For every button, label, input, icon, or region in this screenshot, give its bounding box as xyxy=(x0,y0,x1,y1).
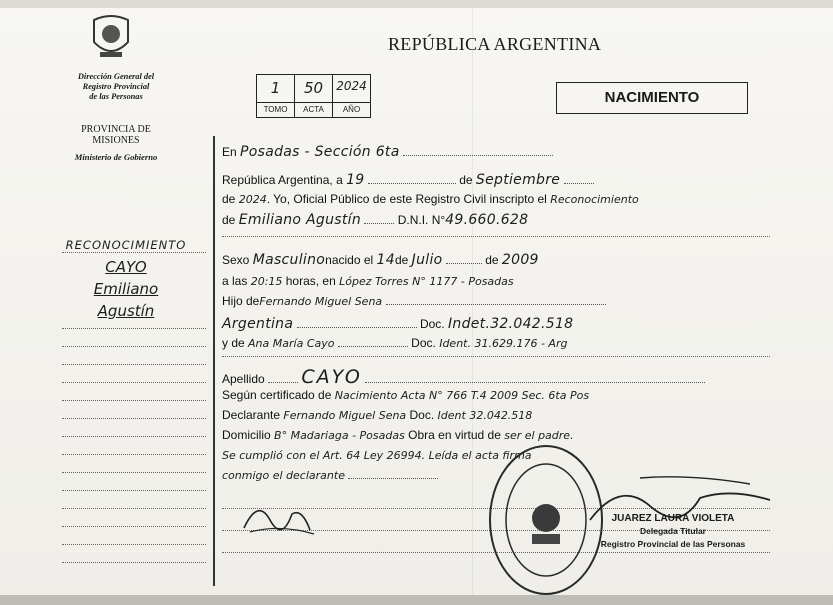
margin-rule xyxy=(62,252,206,253)
doc-label-1: Doc. xyxy=(419,317,445,331)
en-label: En xyxy=(222,145,237,159)
father-nationality: Argentina xyxy=(222,316,294,332)
birth-year: 2009 xyxy=(501,252,539,268)
obra-label: Obra en virtud de xyxy=(408,428,501,442)
official-office: Registro Provincial de las Personas xyxy=(600,539,746,549)
margin-line-2: Emiliano xyxy=(93,280,159,298)
row-name xyxy=(222,212,528,228)
margin-divider xyxy=(213,136,215,586)
row-sex xyxy=(222,252,539,268)
fill-rule xyxy=(365,381,705,383)
de4-label: de xyxy=(394,253,409,267)
margin-rule xyxy=(62,454,206,455)
ministry-name: Ministerio de Gobierno xyxy=(74,152,158,162)
record-number-box xyxy=(256,74,371,118)
anio-cell xyxy=(333,75,370,117)
fill-rule xyxy=(268,381,298,383)
person-name: Emiliano Agustín xyxy=(238,212,362,228)
nacido-label: nacido el xyxy=(325,253,374,267)
margin-rule xyxy=(62,490,206,491)
place-of-record: Posadas - Sección 6ta xyxy=(240,144,400,160)
row-father-doc xyxy=(222,316,573,332)
fill-rule xyxy=(446,262,482,264)
anio-value: 2024 xyxy=(336,79,367,93)
anio-label: AÑO xyxy=(333,102,370,117)
birth-day: 14 xyxy=(376,252,395,268)
margin-rule xyxy=(62,544,206,545)
margin-rule xyxy=(62,382,206,383)
de5-label: de xyxy=(485,253,499,267)
mother-name: Ana María Cayo xyxy=(248,337,335,350)
blank-rule xyxy=(222,356,770,357)
row-mother xyxy=(222,336,567,350)
domicilio-label: Domicilio xyxy=(222,428,271,442)
tomo-label: TOMO xyxy=(257,102,294,117)
official-signature-block xyxy=(588,512,758,551)
father-doc: Indet.32.042.518 xyxy=(447,316,574,332)
margin-rule xyxy=(62,418,206,419)
hour-value: 20:15 xyxy=(250,275,283,288)
hijo-label: Hijo de xyxy=(222,294,260,308)
dni-value: 49.660.628 xyxy=(445,212,529,228)
org-line-1: Dirección General del xyxy=(77,72,155,81)
obra-value: ser el padre. xyxy=(504,429,574,442)
blank-rule xyxy=(222,236,770,237)
dni-label: D.N.I. N° xyxy=(397,213,446,227)
yde-label: y de xyxy=(222,336,245,350)
officer-text: . Yo, Oficial Público de este Registro Civil inscripto el xyxy=(266,192,547,206)
margin-rule xyxy=(62,562,206,563)
margin-rule xyxy=(62,328,206,329)
apellido-value: CAYO xyxy=(301,366,362,388)
sexo-value: Masculino xyxy=(252,252,326,268)
fill-rule xyxy=(368,182,456,184)
acta-cell xyxy=(295,75,333,117)
de-label: de xyxy=(459,173,473,187)
mother-doc: Ident. 31.629.176 - Arg xyxy=(439,337,568,350)
fill-rule xyxy=(297,326,417,328)
page-title: REPÚBLICA ARGENTINA xyxy=(388,34,602,54)
row-surname xyxy=(222,366,705,388)
margin-rule xyxy=(62,526,206,527)
scan-bottom-edge xyxy=(0,595,833,605)
margin-rule xyxy=(62,364,206,365)
margin-rule xyxy=(62,400,206,401)
domicilio-value: B° Madariaga - Posadas xyxy=(274,429,405,442)
apellido-label: Apellido xyxy=(222,372,265,386)
row-father xyxy=(222,294,606,308)
row-certificate xyxy=(222,388,589,402)
row-extra-2 xyxy=(222,468,438,482)
doc-label-2: Doc. xyxy=(411,336,436,350)
tomo-value: 1 xyxy=(270,79,281,97)
cert-label: Según certificado de xyxy=(222,388,332,402)
acta-value: 50 xyxy=(303,79,324,97)
fill-rule xyxy=(338,345,408,347)
tomo-cell xyxy=(257,75,295,117)
month-value: Septiembre xyxy=(475,172,561,188)
de3-label: de xyxy=(222,213,236,227)
declarante-value: Fernando Miguel Sena xyxy=(283,409,407,422)
father-name: Fernando Miguel Sena xyxy=(259,295,383,308)
declarante-doc: Ident 32.042.518 xyxy=(437,409,533,422)
provincial-seal-icon xyxy=(80,12,142,62)
margin-rule xyxy=(62,508,206,509)
record-type-box: NACIMIENTO xyxy=(556,82,748,114)
margin-rule xyxy=(62,472,206,473)
margin-rule xyxy=(62,436,206,437)
province-name xyxy=(56,124,176,146)
fill-rule xyxy=(564,182,594,184)
fill-rule xyxy=(386,303,606,305)
province-line-1: PROVINCIA DE xyxy=(81,124,151,135)
birth-place: López Torres N° 1177 - Posadas xyxy=(339,275,514,288)
declarante-label: Declarante xyxy=(222,408,281,422)
fill-rule xyxy=(364,222,394,224)
row-officer xyxy=(222,192,639,206)
row-date xyxy=(222,172,594,188)
act-type: Reconocimiento xyxy=(550,193,639,206)
margin-rule xyxy=(62,346,206,347)
de2-label: de xyxy=(222,192,236,206)
margin-line-1: CAYO xyxy=(105,258,147,276)
fill-rule xyxy=(403,154,553,156)
rep-label: República Argentina, a xyxy=(222,173,343,187)
doc-label-3: Doc. xyxy=(409,408,435,422)
extra-line-2: conmigo el declarante xyxy=(222,469,345,482)
acta-label: ACTA xyxy=(295,102,332,117)
province-line-2: MISIONES xyxy=(92,135,140,146)
day-value: 19 xyxy=(346,172,365,188)
cert-value: Nacimiento Acta N° 766 T.4 2009 Sec. 6ta Pos xyxy=(334,389,590,402)
horas-label: horas, en xyxy=(285,274,336,288)
year-value: 2024 xyxy=(238,193,267,206)
official-role: Delegada Titular xyxy=(640,526,706,536)
fill-rule xyxy=(348,477,438,479)
alas-label: a las xyxy=(222,274,248,288)
declarant-signature-icon xyxy=(240,490,320,540)
birth-month: Julio xyxy=(411,252,443,268)
sexo-label: Sexo xyxy=(222,253,250,267)
scan-top-edge xyxy=(0,0,833,8)
org-name xyxy=(56,72,176,102)
margin-title: RECONOCIMIENTO xyxy=(65,238,187,252)
row-time-place xyxy=(222,274,514,288)
official-name: JUAREZ LAURA VIOLETA xyxy=(611,513,735,524)
org-line-3: de las Personas xyxy=(89,92,143,101)
extra-line-1: Se cumplió con el Art. 64 Ley 26994. Leída el acta firma xyxy=(222,449,532,462)
margin-line-3: Agustín xyxy=(97,302,155,320)
row-declarant xyxy=(222,408,532,422)
row-place xyxy=(222,144,553,160)
org-line-2: Registro Provincial xyxy=(82,82,150,91)
